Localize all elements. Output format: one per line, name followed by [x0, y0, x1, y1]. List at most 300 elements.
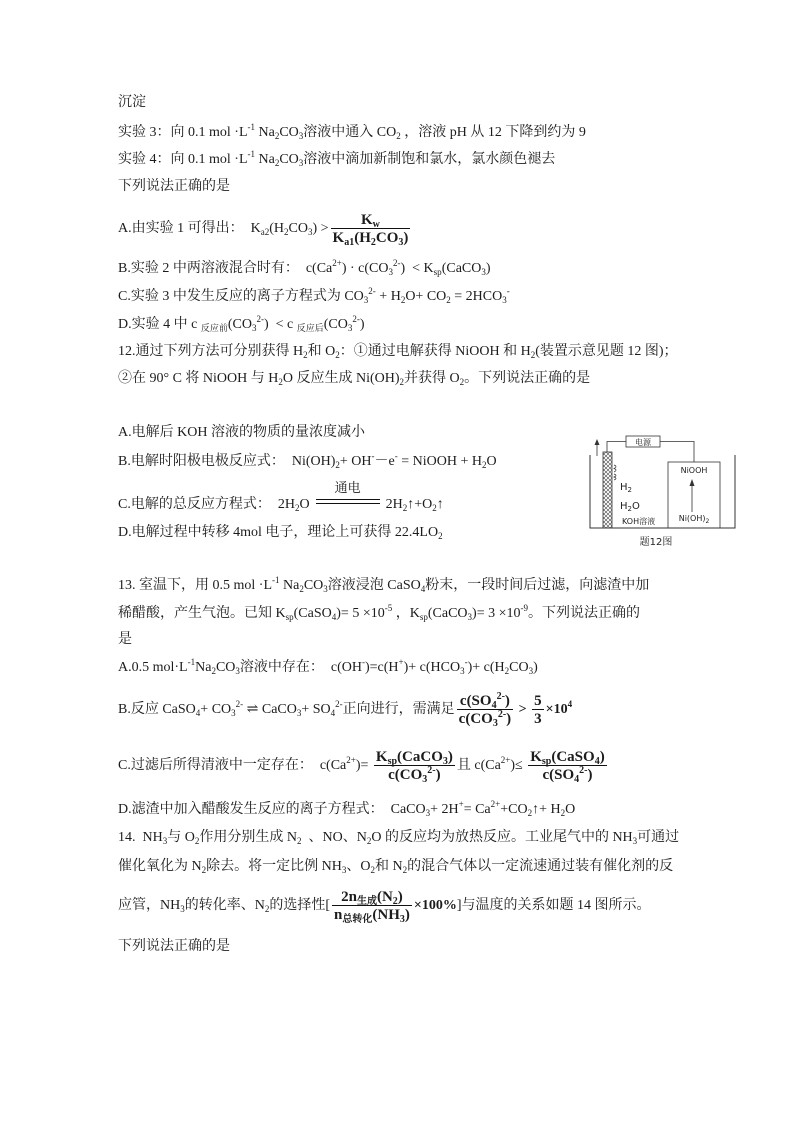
text-run: 是: [118, 632, 132, 647]
text-run: D.滤渣中加入醋酸发生反应的离子方程式： CaCO: [118, 802, 426, 817]
subscript: 反应前: [200, 323, 228, 333]
text-run: 13. 室温下，用 0.5 mol ·L: [118, 578, 272, 593]
text-run: + CO: [200, 702, 232, 718]
superscript: 2-: [427, 765, 436, 776]
subscript: 3: [162, 836, 168, 846]
text-run: ): [533, 660, 538, 675]
nioh2-label: [679, 514, 710, 525]
q12-stem-line-2: [118, 370, 590, 388]
q11-option-a: [118, 212, 412, 246]
subscript: 2: [396, 131, 401, 141]
text-run: (CaSO: [293, 606, 332, 621]
fraction: [332, 889, 412, 923]
subscript: 2: [335, 350, 340, 360]
text-run: 溶液浸泡 CaSO: [327, 578, 421, 593]
subscript: 3: [388, 267, 393, 277]
text-run: Na: [255, 152, 275, 167]
fraction-numerator: [374, 749, 455, 765]
subscript: 3: [347, 323, 353, 333]
subscript: sp: [419, 612, 428, 622]
subscript: 3: [460, 666, 465, 676]
subscript: 4: [195, 708, 201, 719]
text-run: c(SO: [542, 767, 575, 783]
subscript: 3: [363, 295, 369, 305]
conversion-arrowhead: [690, 479, 695, 486]
subscript: 2: [504, 666, 510, 676]
text-run: 和 N: [374, 859, 403, 874]
text-run: + OH: [339, 454, 372, 469]
subscript: 3: [632, 836, 638, 846]
q13-stem-line-3: [118, 631, 132, 649]
superscript: 2-: [256, 314, 264, 324]
subscript: 2: [530, 350, 536, 360]
text-run: 的选择性[: [269, 898, 331, 914]
text-run: ↑+ H: [532, 802, 561, 817]
text-run: O+ CO: [405, 289, 447, 304]
fraction-denominator: [532, 709, 544, 727]
fraction-denominator: [528, 765, 606, 783]
text-run: )=c(H: [365, 660, 399, 675]
text-run: CO: [288, 221, 308, 237]
superscript: 2+: [500, 755, 511, 766]
text-run: K: [332, 230, 345, 246]
gas-bubbles: [614, 465, 616, 480]
subscript: 2: [481, 460, 487, 470]
text-run: + SO: [301, 702, 331, 718]
text-run: )=: [355, 758, 372, 774]
hydrogen-subscript: 2: [627, 486, 632, 494]
subscript: sp: [541, 756, 552, 767]
subscript: 2: [201, 865, 207, 875]
subscript: 2: [264, 904, 270, 915]
text-run: ，溶液 pH 从 12 下降到约为 9: [400, 125, 586, 140]
text-run: ): [599, 749, 605, 765]
text-run: B.实验 2 中两溶液混合时有： c(Ca: [118, 261, 333, 276]
left-wire: [607, 442, 626, 453]
subscript: 2: [402, 865, 408, 875]
q13-stem-line-1: [118, 577, 649, 595]
text-run: (CO: [323, 317, 348, 332]
text-run: O: [486, 454, 497, 469]
text-run: C.电解的总反应方程式： 2H: [118, 497, 295, 512]
text-run: )= 3 ×10: [472, 606, 521, 621]
text-run: K: [530, 749, 542, 765]
subscript: 2: [446, 295, 451, 305]
text-run: = NiOOH + H: [397, 454, 482, 469]
q11-precipitate-tail: [118, 94, 146, 112]
fraction: [532, 693, 544, 727]
text-run: 沉淀: [118, 95, 146, 110]
superscript: 2+: [332, 258, 342, 268]
text-run: Na: [255, 125, 275, 140]
text-run: 溶液中存在： c(OH: [239, 660, 362, 675]
fraction-denominator: [331, 228, 411, 246]
text-run: O: [299, 497, 310, 512]
text-run: A.0.5 mol·L: [118, 660, 188, 675]
text-run: 的混合气体以一定流速通过装有催化剂的反: [407, 859, 674, 874]
subscript: 3: [422, 774, 428, 785]
q13-option-d: [118, 801, 575, 819]
text-run: + 2H: [430, 802, 459, 817]
subscript: 2: [274, 158, 280, 168]
bold-text-run: ×100%: [413, 898, 457, 914]
superscript: +: [398, 657, 404, 667]
subscript: 3: [492, 718, 498, 729]
text-run: Na: [279, 578, 300, 593]
q11-experiment-3: [118, 124, 586, 142]
text-run: ②在 90° C 将 NiOOH 与 H: [118, 371, 279, 386]
subscript: 3: [481, 267, 486, 277]
superscript: -: [362, 657, 365, 667]
subscript: 3: [502, 295, 507, 305]
subscript: 3: [298, 158, 304, 168]
text-run: ): [359, 317, 365, 332]
superscript: 2-: [393, 258, 401, 268]
electrolysis-diagram: [586, 432, 738, 550]
subscript: 3: [341, 865, 347, 875]
text-run: CO: [215, 660, 236, 675]
subscript: sp: [387, 756, 398, 767]
subscript: a2: [260, 227, 270, 238]
fraction: [331, 212, 411, 246]
text-run: 作用分别生成 N: [199, 830, 297, 845]
text-run: ，K: [392, 606, 420, 621]
text-run: A.电解后 KOH 溶液的物质的量浓度减小: [118, 425, 365, 440]
superscript: -: [371, 451, 375, 461]
text-run: ：①通过电解获得 NiOOH 和 H: [339, 344, 531, 359]
superscript: 2-: [352, 314, 360, 324]
subscript: 4: [331, 612, 337, 622]
superscript: -1: [272, 575, 280, 585]
text-run: 实验 4：向 0.1 mol ·L: [118, 152, 248, 167]
subscript: 3: [298, 131, 304, 141]
text-run: ): [397, 889, 403, 905]
text-run: 粉末，一段时间后过滤，向滤渣中加: [425, 578, 650, 593]
text-run: c(CO: [458, 711, 493, 727]
text-run: O 的反应均为放热反应。工业尾气中的 NH: [371, 830, 633, 845]
subscript: 2: [294, 503, 300, 513]
text-run: ]与温度的关系如题 14 图所示。: [456, 898, 651, 914]
superscript: -5: [384, 603, 393, 613]
subscript: 3: [398, 237, 404, 248]
q13-option-b: [118, 693, 572, 727]
text-run: c(SO: [459, 693, 492, 709]
subscript: 生成: [356, 896, 377, 907]
text-run: D.实验 4 中 c: [118, 317, 201, 332]
q12-option-d: [118, 524, 443, 542]
superscript: 2-: [496, 691, 505, 702]
text-run: ): [485, 261, 491, 276]
text-run: (N: [376, 889, 393, 905]
superscript: 2-: [579, 765, 588, 776]
text-run: ): [447, 749, 453, 765]
bold-text-run: ×10: [545, 702, 568, 718]
reaction-condition-arrow: [316, 480, 380, 504]
subscript: 4: [420, 584, 426, 594]
text-run: +CO: [500, 802, 528, 817]
subscript: 2: [211, 666, 216, 676]
q12-option-b: [118, 453, 497, 471]
electrolyte-label: KOH溶液: [622, 517, 656, 526]
superscript: 2+: [346, 755, 356, 766]
text-run: 除去。将一定比例 NH: [206, 859, 342, 874]
subscript: 4: [491, 700, 497, 711]
text-run: ↑+O: [407, 497, 433, 512]
subscript: 4: [574, 774, 580, 785]
text-run: 12.通过下列方法可分别获得 H: [118, 344, 304, 359]
text-run: ↑: [436, 497, 444, 512]
q11-prompt: [118, 178, 230, 196]
text-run: 14. NH: [118, 830, 163, 845]
text-run: (CaCO: [441, 261, 482, 276]
text-run: K: [361, 212, 373, 228]
text-run: 应管，NH: [118, 898, 181, 914]
q12-option-c: [118, 480, 444, 514]
subscript: 总转化: [342, 914, 373, 925]
subscript: 2: [366, 836, 372, 846]
text-run: 可通过: [637, 830, 680, 845]
q14-stem-line-3: [118, 889, 651, 923]
subscript: 3: [528, 666, 534, 676]
text-run: CO: [509, 660, 529, 675]
text-run: 。下列说法正确的是: [464, 371, 591, 386]
text-run: 下列说法正确的是: [118, 939, 230, 954]
text-run: (NH: [372, 907, 400, 923]
subscript: a1: [344, 237, 355, 248]
subscript: 2: [527, 808, 533, 818]
subscript: 3: [296, 708, 302, 719]
fraction: [457, 693, 514, 727]
superscript: 2-: [368, 286, 376, 296]
text-run: 。下列说法正确的: [527, 606, 640, 621]
superscript: +: [458, 799, 464, 809]
text-run: )= 5 ×10: [336, 606, 385, 621]
q14-stem-line-2: [118, 858, 673, 876]
superscript: 2-: [497, 709, 507, 720]
text-run: ) < c: [263, 317, 297, 332]
text-run: CO: [279, 152, 299, 167]
water-h: H: [620, 501, 628, 512]
nioh2-formula: Ni(OH): [678, 514, 706, 523]
superscript: -: [394, 451, 398, 461]
q12-stem-line-1: [118, 343, 678, 361]
subscript: 3: [425, 808, 431, 818]
text-run: = 2HCO: [450, 289, 503, 304]
subscript: 2: [299, 584, 304, 594]
text-run: 的转化率、N: [184, 898, 265, 914]
power-supply-label: 电源: [635, 438, 651, 447]
q12-option-a: [118, 424, 365, 442]
text-run: ) < K: [400, 261, 434, 276]
hydrogen-symbol: H: [620, 482, 628, 493]
subscript: 2: [438, 531, 443, 541]
superscript: -9: [520, 603, 528, 613]
subscript: 2: [399, 377, 405, 387]
text-run: 和 O: [307, 344, 336, 359]
subscript: 2: [284, 227, 289, 238]
text-run: ) · c(CO: [341, 261, 389, 276]
text-run: 催化氧化为 N: [118, 859, 202, 874]
superscript: -: [464, 657, 468, 667]
subscript: sp: [433, 267, 442, 277]
subscript: 2: [296, 836, 302, 846]
superscript: -1: [247, 149, 255, 159]
subscript: 2: [402, 503, 408, 513]
subscript: sp: [285, 612, 294, 622]
superscript: 2+: [490, 799, 501, 809]
text-run: (CaSO: [551, 749, 595, 765]
text-run: 2n: [341, 889, 357, 905]
subscript: 3: [307, 227, 313, 238]
superscript: -1: [187, 657, 196, 667]
text-run: －e: [374, 454, 395, 469]
water-o: O: [632, 501, 640, 512]
text-run: D.电解过程中转移 4mol 电子，理论上可获得 22.4LO: [118, 525, 439, 540]
text-run: + H: [375, 289, 401, 304]
text-run: ): [435, 767, 441, 783]
text-run: (CaCO: [397, 749, 443, 765]
text-run: ): [506, 711, 512, 727]
text-run: (CaCO: [427, 606, 468, 621]
text-run: (装置示意见题 12 图)；: [535, 344, 678, 359]
text-run: 与 O: [167, 830, 195, 845]
text-run: ⇌ CaCO: [243, 702, 297, 718]
reaction-condition-label: 通电: [334, 480, 361, 495]
text-run: B.反应 CaSO: [118, 702, 196, 718]
text-run: K: [375, 749, 388, 765]
text-run: C.过滤后所得清液中一定存在： c(Ca: [118, 758, 347, 774]
text-run: CO: [279, 125, 299, 140]
fraction-numerator: [457, 693, 514, 709]
text-run: B.电解时阳极电极反应式： Ni(OH): [118, 454, 336, 469]
text-run: CO: [303, 578, 324, 593]
q14-stem-line-1: [118, 829, 679, 847]
subscript: 2: [560, 808, 566, 818]
subscript: 2: [392, 896, 398, 907]
text-run: 溶液中滴加新制饱和氯水，氯水颜色褪去: [303, 152, 556, 167]
text-run: A.由实验 1 可得出： K: [118, 221, 261, 237]
subscript: 2: [194, 836, 200, 846]
fraction-numerator: [532, 693, 544, 709]
text-run: 正向进行，需满足: [342, 702, 455, 718]
subscript: 4: [594, 756, 600, 767]
cathode-electrode: [603, 452, 612, 528]
subscript: 3: [235, 666, 240, 676]
text-run: )≤: [510, 758, 527, 774]
nioh2-subscript: 2: [705, 518, 710, 525]
q11-option-d: [118, 316, 365, 334]
text-run: ): [403, 230, 409, 246]
text-run: Na: [195, 660, 212, 675]
fraction-denominator: [457, 709, 514, 727]
text-run: 2H: [385, 497, 403, 512]
subscript: 3: [231, 708, 236, 719]
text-run: 且 c(Ca: [456, 758, 501, 774]
text-run: 稀醋酸，产生气泡。已知 K: [118, 606, 286, 621]
niooh-label: NiOOH: [680, 466, 708, 475]
text-run: 、NO、N: [301, 830, 367, 845]
subscript: 2: [274, 131, 280, 141]
subscript: w: [372, 219, 380, 230]
fraction-numerator: [331, 212, 411, 228]
text-run: ): [504, 693, 510, 709]
subscript: 3: [180, 904, 185, 915]
water-label: [620, 501, 640, 513]
bold-text-run: >: [515, 702, 531, 718]
text-run: 下列说法正确的是: [118, 179, 230, 194]
text-run: 、O: [346, 859, 371, 874]
subscript: 3: [467, 612, 473, 622]
subscript: 3: [251, 323, 257, 333]
superscript: 2-: [335, 699, 343, 710]
subscript: 2: [400, 295, 406, 305]
q11-option-c: [118, 288, 510, 306]
bold-superscript: 4: [567, 699, 573, 710]
text-run: = Ca: [463, 802, 491, 817]
subscript: 2: [335, 460, 340, 470]
text-run: CO: [375, 230, 399, 246]
text-run: 并获得 O: [404, 371, 460, 386]
hydrogen-label: [620, 482, 632, 494]
fraction: [374, 749, 455, 783]
text-run: O 反应生成 Ni(OH): [282, 371, 400, 386]
figure-caption: 题12图: [639, 537, 673, 548]
text-run: ): [587, 767, 593, 783]
subscript: 2: [459, 377, 465, 387]
subscript: 2: [303, 350, 308, 360]
q13-stem-line-2: [118, 605, 640, 623]
subscript: 3: [323, 584, 328, 594]
right-wire: [660, 442, 694, 463]
text-run: ) >: [312, 221, 329, 237]
text-run: 溶液中通入 CO: [303, 125, 397, 140]
fraction-numerator: [332, 889, 412, 905]
superscript: 2-: [235, 699, 244, 710]
q11-option-b: [118, 260, 491, 278]
text-run: (H: [269, 221, 285, 237]
subscript: 4: [330, 708, 336, 719]
subscript: 2: [278, 377, 283, 387]
fraction-denominator: [374, 765, 455, 783]
subscript: 3: [442, 756, 448, 767]
fraction: [528, 749, 606, 783]
subscript: 2: [432, 503, 437, 513]
subscript: 反应后: [296, 323, 324, 333]
subscript: 3: [399, 914, 405, 925]
subscript: 2: [370, 237, 376, 248]
superscript: -1: [247, 122, 255, 132]
superscript: -: [506, 286, 510, 296]
subscript: 2: [370, 865, 375, 875]
q13-option-c: [118, 749, 609, 783]
text-run: 3: [534, 711, 542, 727]
fraction-numerator: [528, 749, 606, 765]
text-run: 实验 3：向 0.1 mol ·L: [118, 125, 248, 140]
fraction-denominator: [332, 905, 412, 923]
text-run: (CO: [227, 317, 252, 332]
q14-prompt: [118, 938, 230, 956]
text-run: )+ c(HCO: [403, 660, 461, 675]
text-run: )+ c(H: [467, 660, 505, 675]
text-run: ): [404, 907, 410, 923]
water-subscript: 2: [627, 505, 632, 513]
text-run: O: [565, 802, 576, 817]
gas-outlet-arrowhead: [595, 439, 600, 445]
text-run: (H: [354, 230, 371, 246]
text-run: n: [334, 907, 343, 923]
text-run: C.实验 3 中发生反应的离子方程式为 CO: [118, 289, 364, 304]
q11-experiment-4: [118, 151, 555, 169]
